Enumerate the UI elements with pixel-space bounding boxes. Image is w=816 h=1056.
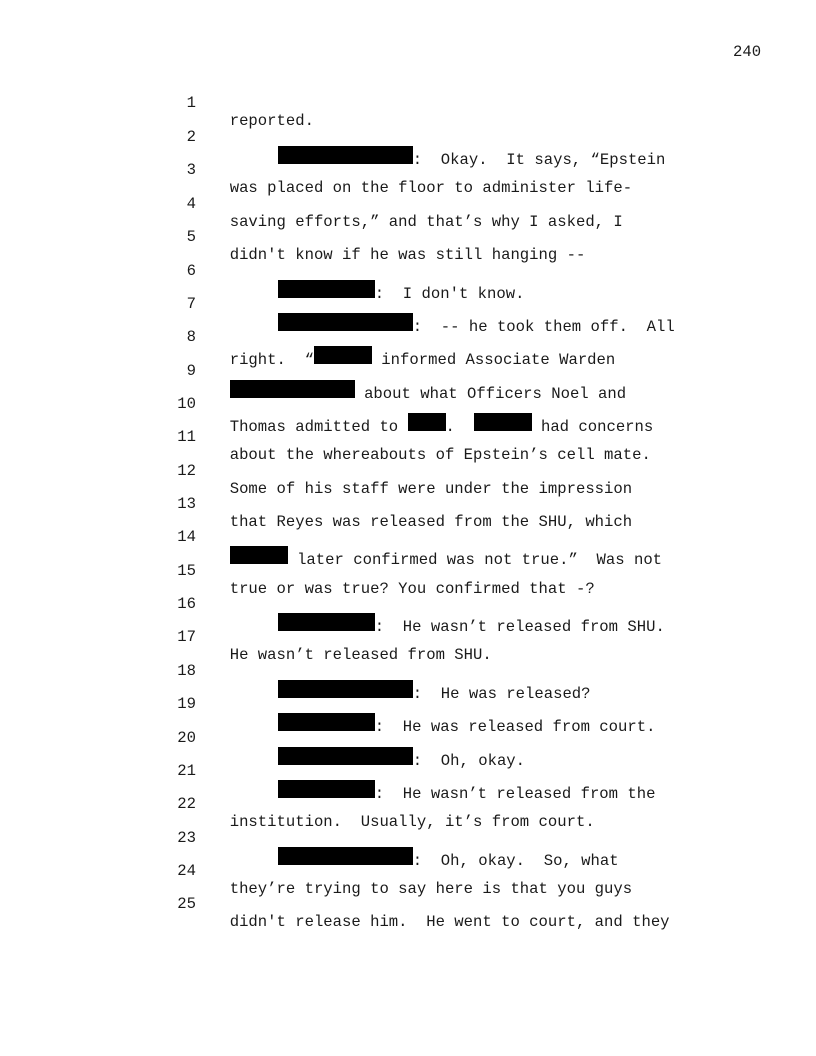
transcript-line xyxy=(211,428,651,464)
line-number: 12 xyxy=(177,462,196,480)
page-number: 240 xyxy=(733,43,762,61)
line-number: 15 xyxy=(177,562,196,580)
line-number: 10 xyxy=(177,395,196,413)
line-text: : He was released? xyxy=(412,685,591,703)
transcript-line xyxy=(211,462,632,498)
line-number: 19 xyxy=(177,695,196,713)
line-text: true or was true? You confirmed that -? xyxy=(229,580,595,598)
line-number: 21 xyxy=(177,762,196,780)
line-text: informed Associate Warden xyxy=(371,351,616,369)
line-number: 13 xyxy=(177,495,196,513)
line-number: 23 xyxy=(177,829,196,847)
line-number: 17 xyxy=(177,628,196,646)
line-text: : He wasn’t released from SHU. xyxy=(374,618,665,636)
transcript-line xyxy=(211,228,585,264)
transcript-line xyxy=(211,895,670,931)
line-number: 20 xyxy=(177,729,196,747)
line-text: saving efforts,” and that’s why I asked, I xyxy=(229,213,623,231)
line-number: 11 xyxy=(177,428,196,446)
line-text: didn't release him. He went to court, and they xyxy=(229,913,670,931)
line-number: 7 xyxy=(186,295,196,313)
line-text: they’re trying to say here is that you guys xyxy=(229,880,633,898)
line-text: : He was released from court. xyxy=(374,718,656,736)
line-text: . xyxy=(445,418,474,436)
line-number: 22 xyxy=(177,795,196,813)
line-text: reported. xyxy=(229,112,314,130)
line-text: Some of his staff were under the impression xyxy=(229,480,633,498)
transcript-line xyxy=(211,94,314,130)
line-number: 3 xyxy=(186,161,196,179)
line-text: : I don't know. xyxy=(374,285,525,303)
line-number: 25 xyxy=(177,895,196,913)
line-number: 2 xyxy=(186,128,196,146)
line-number: 9 xyxy=(186,362,196,380)
transcript-line xyxy=(211,495,632,531)
line-text: that Reyes was released from the SHU, which xyxy=(229,513,633,531)
line-text: later confirmed was not true.” Was not xyxy=(287,551,663,569)
transcript-line xyxy=(211,795,595,831)
line-text: about the whereabouts of Epstein’s cell mate. xyxy=(229,446,651,464)
line-number: 8 xyxy=(186,328,196,346)
line-text: : Oh, okay. So, what xyxy=(412,852,619,870)
line-text: had concerns xyxy=(531,418,654,436)
transcript-line xyxy=(211,862,632,898)
transcript-line xyxy=(211,195,623,231)
line-text: didn't know if he was still hanging -- xyxy=(229,246,586,264)
line-text: He wasn’t released from SHU. xyxy=(229,646,492,664)
line-number: 4 xyxy=(186,195,196,213)
line-text: right. “ xyxy=(229,351,314,369)
line-text: about what Officers Noel and xyxy=(354,385,627,403)
line-number: 18 xyxy=(177,662,196,680)
line-text: : Oh, okay. xyxy=(412,752,526,770)
transcript-line xyxy=(211,628,492,664)
line-number: 1 xyxy=(186,94,196,112)
line-number: 16 xyxy=(177,595,196,613)
line-text: institution. Usually, it’s from court. xyxy=(229,813,595,831)
line-text: : He wasn’t released from the xyxy=(374,785,656,803)
line-text: was placed on the floor to administer life- xyxy=(229,179,633,197)
line-text: : -- he took them off. All xyxy=(412,318,675,336)
line-text: : Okay. It says, “Epstein xyxy=(412,151,666,169)
line-number: 24 xyxy=(177,862,196,880)
transcript-line xyxy=(211,562,595,598)
transcript-line xyxy=(211,161,632,197)
line-text: Thomas admitted to xyxy=(229,418,408,436)
line-number: 6 xyxy=(186,262,196,280)
line-number: 14 xyxy=(177,528,196,546)
line-number: 5 xyxy=(186,228,196,246)
